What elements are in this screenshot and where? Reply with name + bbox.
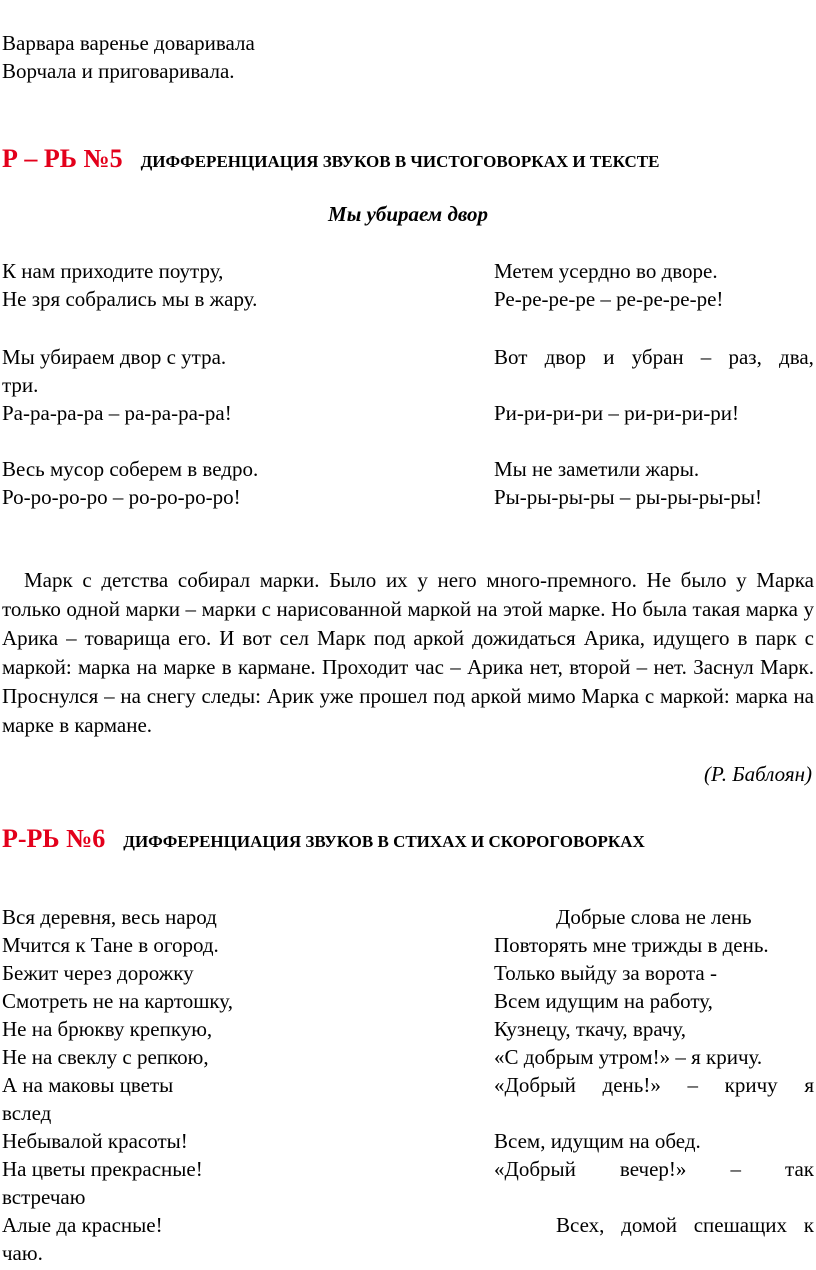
poem5-left-line: Ро-ро-ро-ро – ро-ро-ро-ро! [2,485,241,509]
poem6-left-line: Небывалой красоты! [2,1129,188,1153]
section6-number: Р-РЬ №6 [2,824,106,853]
poem5-left-line: К нам приходите поутру, [2,259,224,283]
poem6-left-line: Бежит через дорожку [2,961,194,985]
poem5-right-line: Ри-ри-ри-ри – ри-ри-ри-ри! [494,401,740,425]
poem6-right-line: Кузнецу, ткачу, врачу, [494,1017,687,1041]
word: Всех, [556,1213,605,1237]
poem5-left-line: Не зря собрались мы в жару. [2,287,258,311]
poem5-right-line: Мы не заметили жары. [494,457,700,481]
poem5-right-line: Ре-ре-ре-ре – ре-ре-ре-ре! [494,287,724,311]
poem6-right-line: Добрые слова не лень [556,905,752,929]
poem5-right-line: Метем усердно во дворе. [494,259,718,283]
poem6-left-line: Не на брюкву крепкую, [2,1017,213,1041]
poem6-left-line: Вся деревня, весь народ [2,905,217,929]
poem6-right-line: Всем идущим на работу, [494,989,713,1013]
section5-heading [2,144,659,174]
word: два, [779,345,814,369]
poem6-left-line: А на маковы цветы [2,1073,174,1097]
poem6-right-line [556,1212,814,1239]
section5-subtitle: Мы убираем двор [328,202,488,226]
poem5-right-line [494,344,814,371]
poem5-left-line: три. [2,373,39,397]
section5-title: ДИФФЕРЕНЦИАЦИЯ ЗВУКОВ В ЧИСТОГОВОРКАХ И ТЕКСТЕ [140,152,660,171]
story-text: Марк с детства собирал марки. Было их у него много-премного. Не было у Марка только одной марки – марки с нарисованной маркой на этой марке. Но была такая марка у Арика – товарища его. И вот сел Марк под аркой дожидаться Арика, идущего в парк с маркой: марка на марке в кармане. Проходит час – Арика нет, второй – нет. Заснул Марк. Проснулся – на снегу следы: Арик уже прошел под аркой мимо Марка с маркой: марка на марке в кармане. [2,568,814,737]
poem6-right-line: Всем, идущим на обед. [494,1129,701,1153]
poem6-right-line: Повторять мне трижды в день. [494,933,769,957]
section5-number: Р – РЬ №5 [2,144,123,173]
story-paragraph [2,566,814,740]
poem6-left-line: вслед [2,1101,52,1125]
word: – [730,1157,741,1181]
word: – [687,1073,698,1097]
word: «Добрый [494,1073,576,1097]
word: кричу [724,1073,778,1097]
intro-line-1: Варвара варенье доваривала [2,31,255,55]
poem6-left-line: Мчится к Тане в огород. [2,933,219,957]
word: спешащих [693,1213,788,1237]
poem6-right-line [494,1072,814,1099]
poem6-left-line: встречаю [2,1185,86,1209]
word: и [603,345,615,369]
word: – [700,345,712,369]
section6-heading [2,824,645,854]
word: «Добрый [494,1157,576,1181]
poem6-left-line: Смотреть не на картошку, [2,989,233,1013]
word: так [785,1157,814,1181]
story-author: (Р. Баблоян) [704,762,812,786]
word: день!» [602,1073,661,1097]
word: вечер!» [619,1157,687,1181]
poem6-right-line: Только выйду за ворота - [494,961,717,985]
word: к [803,1213,814,1237]
poem6-right-line: «С добрым утром!» – я кричу. [494,1045,763,1069]
word: раз, [728,345,762,369]
poem6-left-line: чаю. [2,1241,43,1265]
word: двор [544,345,587,369]
poem5-left-line: Весь мусор соберем в ведро. [2,457,259,481]
word: я [804,1073,814,1097]
poem5-left-line: Мы убираем двор с утра. [2,345,227,369]
intro-line-2: Ворчала и приговаривала. [2,59,235,83]
section6-title: ДИФФЕРЕНЦИАЦИЯ ЗВУКОВ В СТИХАХ И СКОРОГОВОРКАХ [123,832,645,851]
poem6-left-line: На цветы прекрасные! [2,1157,203,1181]
word: домой [621,1213,677,1237]
poem5-right-line: Ры-ры-ры-ры – ры-ры-ры-ры! [494,485,763,509]
poem5-left-line: Ра-ра-ра-ра – ра-ра-ра-ра! [2,401,232,425]
poem6-left-line: Не на свеклу с репкою, [2,1045,209,1069]
poem6-left-line: Алые да красные! [2,1213,163,1237]
poem6-right-line [494,1156,814,1183]
word: убран [631,345,684,369]
word: Вот [494,345,528,369]
